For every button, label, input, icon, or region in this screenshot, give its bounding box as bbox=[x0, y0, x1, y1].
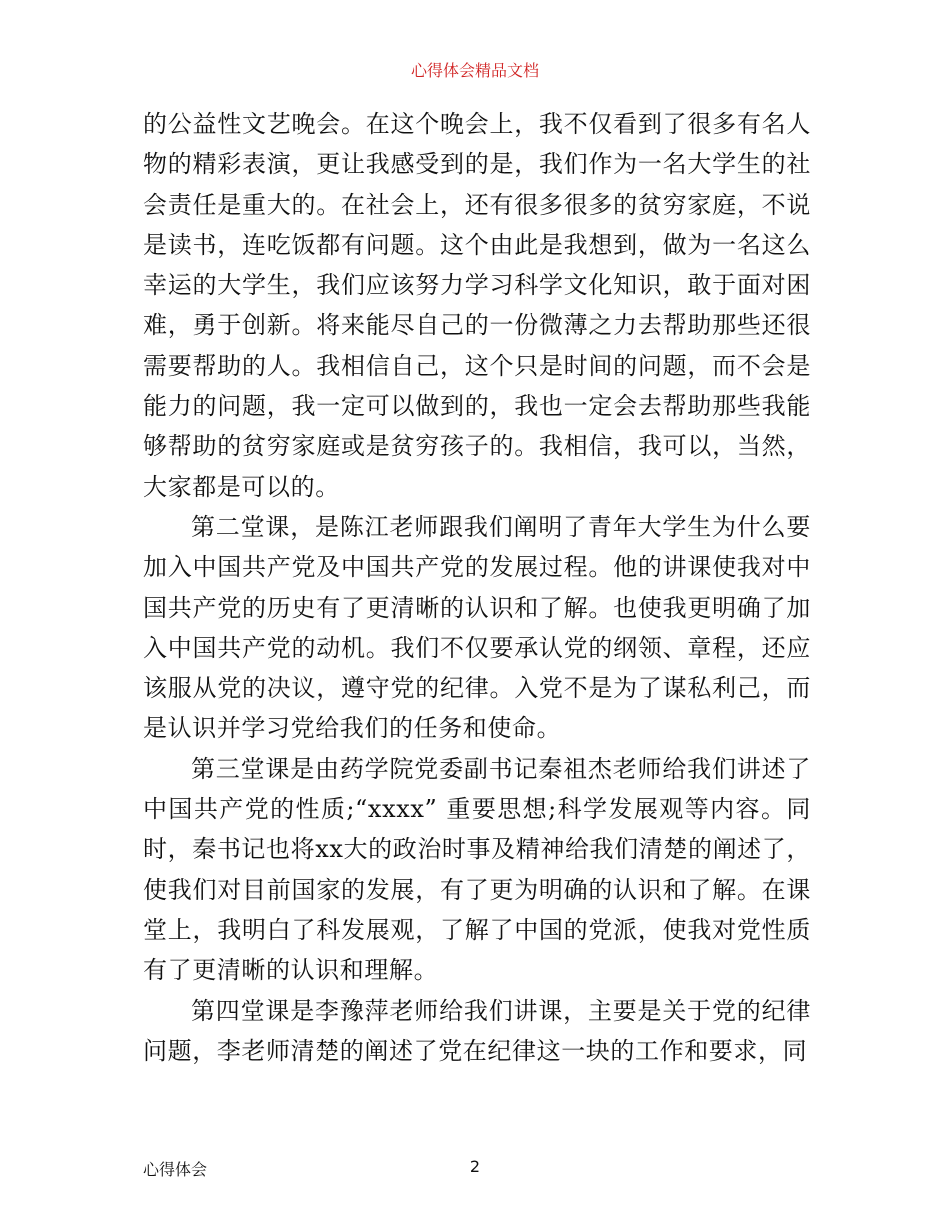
footer-label: 心得体会 bbox=[143, 1160, 208, 1179]
paragraph-continuation: 的公益性文艺晚会。在这个晚会上，我不仅看到了很多有名人物的精彩表演，更让我感受到的是，我们作为一名大学生的社会责任是重大的。在社会上，还有很多很多的贫穷家庭，不说是读书，连吃饭都有问题。这个由此是我想到，做为一名这么幸运的大学生，我们应该努力学习科学文化知识，敢于面对困难，勇于创新。将来能尽自己的一份微薄之力去帮助那些还很需要帮助的人。我相信自己，这个只是时间的问题，而不会是能力的问题，我一定可以做到的，我也一定会去帮助那些我能够帮助的贫穷家庭或是贫穷孩子的。我相信，我可以，当然，大家都是可以的。 bbox=[143, 110, 811, 501]
document-body bbox=[143, 104, 811, 1071]
paragraph-third-lesson: 第三堂课是由药学院党委副书记秦祖杰老师给我们讲述了中国共产党的性质;“xxxx” 重要思想;科学发展观等内容。同时，秦书记也将xx大的政治时事及精神给我们清楚的阐述了，使我们对目前国家的发展，有了更为明确的认识和了解。在课堂上，我明白了科发展观，了解了中国的党派，使我对党性质有了更清晰的认识和理解。 bbox=[143, 754, 811, 985]
document-header-title: 心得体会精品文档 bbox=[410, 61, 539, 80]
page-number: 2 bbox=[469, 1157, 481, 1176]
paragraph-second-lesson: 第二堂课，是陈江老师跟我们阐明了青年大学生为什么要加入中国共产党及中国共产党的发展过程。他的讲课使我对中国共产党的历史有了更清晰的认识和了解。也使我更明确了加入中国共产党的动机。我们不仅要承认党的纲领、章程，还应该服从党的决议，遵守党的纪律。入党不是为了谋私利己，而是认识并学习党给我们的任务和使命。 bbox=[143, 512, 811, 743]
paragraph-fourth-lesson: 第四堂课是李豫萍老师给我们讲课，主要是关于党的纪律问题，李老师清楚的阐述了党在纪律这一块的工作和要求，同 bbox=[143, 996, 811, 1065]
